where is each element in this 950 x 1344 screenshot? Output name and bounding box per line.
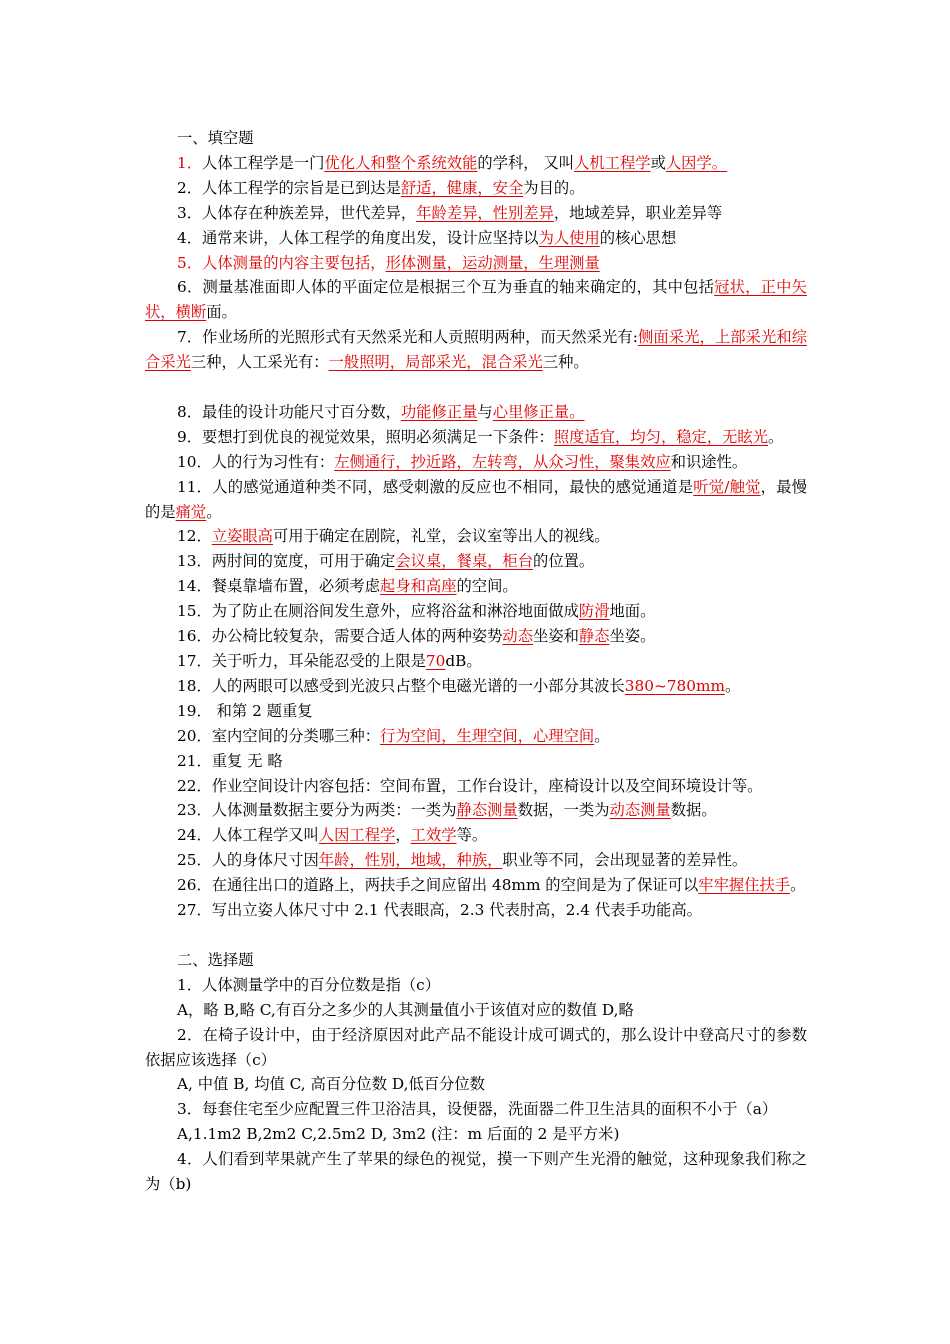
- body-text: 2．人体工程学的宗旨是已到达是: [177, 178, 401, 197]
- body-text: 三种。: [542, 353, 589, 372]
- answer-text: 静态测量: [456, 801, 518, 820]
- body-text: 24．人体工程学又叫: [177, 826, 319, 845]
- paragraph: [145, 948, 807, 973]
- body-text: 2．在椅子设计中，由于经济原因对此产品不能设计成可调式的，那么设计中登高尺寸的参数依据应该选择（c）: [145, 1025, 807, 1069]
- paragraph: [145, 275, 807, 325]
- body-text: 22．作业空间设计内容包括：空间布置，工作台设计，座椅设计以及空间环境设计等。: [177, 776, 763, 795]
- body-text: 坐姿和: [533, 627, 579, 646]
- paragraph: [145, 599, 807, 624]
- answer-text: 380~780mm: [624, 676, 726, 695]
- answer-text: 起身和高座: [380, 577, 457, 596]
- paragraph: [145, 674, 807, 699]
- body-text: 3．每套住宅至少应配置三件卫浴洁具，设便器，洗面器二件卫生洁具的面积不小于（a）: [177, 1100, 778, 1119]
- body-text: 数据，一类为: [517, 801, 610, 820]
- paragraph: [145, 425, 807, 450]
- answer-text: 为人使用: [538, 228, 600, 247]
- body-text: 18．人的两眼可以感受到光波只占整个电磁光谱的一小部分其波长: [177, 676, 625, 695]
- body-text: 13．两肘间的宽度，可用于确定: [177, 552, 396, 571]
- answer-text: 年龄差异，性别差异: [416, 203, 554, 222]
- body-text: 。: [594, 726, 610, 745]
- body-text: A,1.1m2 B,2m2 C,2.5m2 D, 3m2 (注：m 后面的 2 是平方米): [177, 1125, 620, 1144]
- paragraph: [145, 823, 807, 848]
- answer-text: 优化人和整个系统效能: [324, 153, 478, 172]
- body-text: A，略 B,略 C,有百分之多少的人其测量值小于该值对应的数值 D,略: [177, 1000, 634, 1019]
- body-text: ，地域差异，职业差异等: [553, 203, 723, 222]
- paragraph: [145, 176, 807, 201]
- paragraph: [145, 475, 807, 525]
- answer-text: 照度适宜，均匀，稳定，无眩光: [553, 427, 769, 446]
- paragraph: [145, 649, 807, 674]
- body-text: 26．在通往出口的道路上，两扶手之间应留出 48mm 的空间是为了保证可以: [177, 876, 699, 895]
- blank-line: [145, 923, 807, 948]
- answer-text: 行为空间，生理空间，心理空间: [380, 726, 595, 745]
- body-text: 6．测量基准面即人体的平面定位是根据三个互为垂直的轴来确定的，其中包括: [177, 278, 715, 297]
- paragraph: [145, 325, 807, 375]
- paragraph: [145, 1023, 807, 1073]
- answer-text: 形体测量，运动测量，生理测量: [385, 253, 600, 272]
- paragraph: [145, 151, 807, 176]
- body-text: 数据。: [670, 801, 717, 820]
- body-text: 。: [206, 502, 222, 521]
- body-text: 3．人体存在种族差异，世代差异，: [177, 203, 417, 222]
- body-text: 一、填空题: [177, 129, 254, 147]
- body-text: 为目的。: [523, 178, 585, 197]
- paragraph: [145, 400, 807, 425]
- answer-text: 会议桌，餐桌，柜台: [395, 552, 534, 571]
- body-text: 11．人的感觉通道种类不同，感受刺激的反应也不相同，最快的感觉通道是: [177, 477, 694, 496]
- paragraph: [145, 574, 807, 599]
- answer-text: 舒适，健康，安全: [400, 178, 524, 197]
- body-text: 19． 和第 2 题重复: [177, 701, 313, 720]
- paragraph: [145, 898, 807, 923]
- answer-text: 静态: [578, 627, 610, 646]
- body-text: 12．: [177, 527, 212, 546]
- document-body: [145, 126, 807, 1197]
- paragraph: [145, 450, 807, 475]
- paragraph: [145, 524, 807, 549]
- answer-text: 冠状，正中矢状，横断: [145, 278, 807, 322]
- body-text: 的位置。: [533, 552, 595, 571]
- answer-text: 听觉/触觉: [693, 477, 761, 496]
- answer-text: 人因学。: [665, 153, 728, 172]
- body-text: 17．关于听力，耳朵能忍受的上限是: [177, 652, 426, 671]
- paragraph: [145, 774, 807, 799]
- body-text: 4．人们看到苹果就产生了苹果的绿色的视觉，摸一下则产生光滑的触觉，这种现象我们称之为（b): [145, 1150, 807, 1194]
- body-text: 二、选择题: [177, 950, 254, 969]
- body-text: 14．餐桌靠墙布置，必须考虑: [177, 577, 381, 596]
- paragraph: [145, 624, 807, 649]
- body-text: A, 中值 B, 均值 C, 高百分位数 D,低百分位数: [177, 1075, 485, 1094]
- body-text: 等。: [456, 826, 488, 845]
- answer-text: 立姿眼高: [211, 527, 273, 546]
- body-text: 地面。: [609, 602, 656, 621]
- body-text: 23．人体测量数据主要分为两类：一类为: [177, 801, 457, 820]
- highlight-text: 1．: [177, 153, 203, 172]
- answer-text: 工效学: [410, 826, 457, 845]
- body-text: 27．写出立姿人体尺寸中 2.1 代表眼高，2.3 代表肘高，2.4 代表手功能高。: [177, 901, 702, 920]
- body-text: 面。: [206, 303, 237, 322]
- body-text: 和识途性。: [670, 452, 748, 471]
- blank-line: [145, 375, 807, 400]
- answer-text: 侧面采光，上部采光和综合采光: [145, 328, 807, 372]
- body-text: 。: [790, 876, 806, 895]
- paragraph: [145, 699, 807, 724]
- answer-text: 功能修正量: [400, 402, 478, 421]
- body-text: 21．重复 无 略: [177, 751, 283, 770]
- highlight-text: 人体测量的内容主要包括，: [202, 253, 386, 272]
- paragraph: [145, 724, 807, 749]
- paragraph: [145, 251, 807, 276]
- paragraph: [145, 1122, 807, 1147]
- answer-text: 一般照明，局部采光，混合采光: [328, 353, 543, 372]
- body-text: 的空间。: [456, 577, 518, 596]
- paragraph: [145, 973, 807, 998]
- paragraph: [145, 549, 807, 574]
- body-text: 或: [650, 153, 666, 172]
- answer-text: 70: [425, 652, 446, 671]
- highlight-text: 5．: [177, 253, 203, 272]
- body-text: 8．最佳的设计功能尺寸百分数，: [177, 402, 401, 421]
- body-text: 的学科， 又叫: [477, 153, 575, 172]
- body-text: 的核心思想: [599, 228, 677, 247]
- body-text: 4．通常来讲，人体工程学的角度出发，设计应坚持以: [177, 228, 539, 247]
- answer-text: 心里修正量。: [492, 402, 585, 421]
- body-text: dB。: [445, 652, 482, 671]
- paragraph: [145, 201, 807, 226]
- body-text: 10．人的行为习性有：: [177, 452, 335, 471]
- body-text: 16．办公椅比较复杂，需要合适人体的两种姿势: [177, 627, 503, 646]
- body-text: 人体工程学是一门: [202, 153, 325, 172]
- body-text: 。: [768, 427, 784, 446]
- body-text: 可用于确定在剧院，礼堂，会议室等出人的视线。: [272, 527, 610, 546]
- answer-text: 动态: [502, 627, 534, 646]
- paragraph: [145, 126, 807, 151]
- body-text: 7．作业场所的光照形式有天然采光和人贡照明两种，而天然采光有:: [177, 328, 638, 347]
- answer-text: 左侧通行，抄近路，左转弯，从众习性，聚集效应: [334, 452, 671, 471]
- paragraph: [145, 848, 807, 873]
- answer-text: 痛觉: [175, 502, 207, 521]
- answer-text: 动态测量: [609, 801, 671, 820]
- body-text: 9．要想打到优良的视觉效果，照明必须满足一下条件：: [177, 427, 554, 446]
- body-text: ，最慢的是: [145, 477, 808, 521]
- body-text: 20．室内空间的分类哪三种：: [177, 726, 381, 745]
- body-text: 职业等不同，会出现显著的差异性。: [502, 851, 748, 870]
- paragraph: [145, 1072, 807, 1097]
- body-text: 1．人体测量学中的百分位数是指（c）: [177, 975, 441, 994]
- paragraph: [145, 798, 807, 823]
- body-text: 。: [725, 676, 741, 695]
- answer-text: 年龄，性别，地域，种族，: [318, 851, 503, 870]
- body-text: 三种，人工采光有：: [190, 353, 329, 372]
- body-text: 15．为了防止在厕浴间发生意外，应将浴盆和淋浴地面做成: [177, 602, 579, 621]
- paragraph: [145, 1097, 807, 1122]
- paragraph: [145, 1147, 807, 1197]
- body-text: 坐姿。: [609, 627, 656, 646]
- answer-text: 人机工程学: [574, 153, 651, 172]
- answer-text: 牢牢握住扶手: [698, 876, 791, 895]
- paragraph: [145, 998, 807, 1023]
- answer-text: 防滑: [578, 602, 610, 621]
- answer-text: 人因工程学: [318, 826, 396, 845]
- paragraph: [145, 226, 807, 251]
- paragraph: [145, 873, 807, 898]
- paragraph: [145, 749, 807, 774]
- body-text: 25．人的身体尺寸因: [177, 851, 319, 870]
- body-text: 与: [477, 402, 493, 421]
- body-text: ，: [395, 826, 411, 845]
